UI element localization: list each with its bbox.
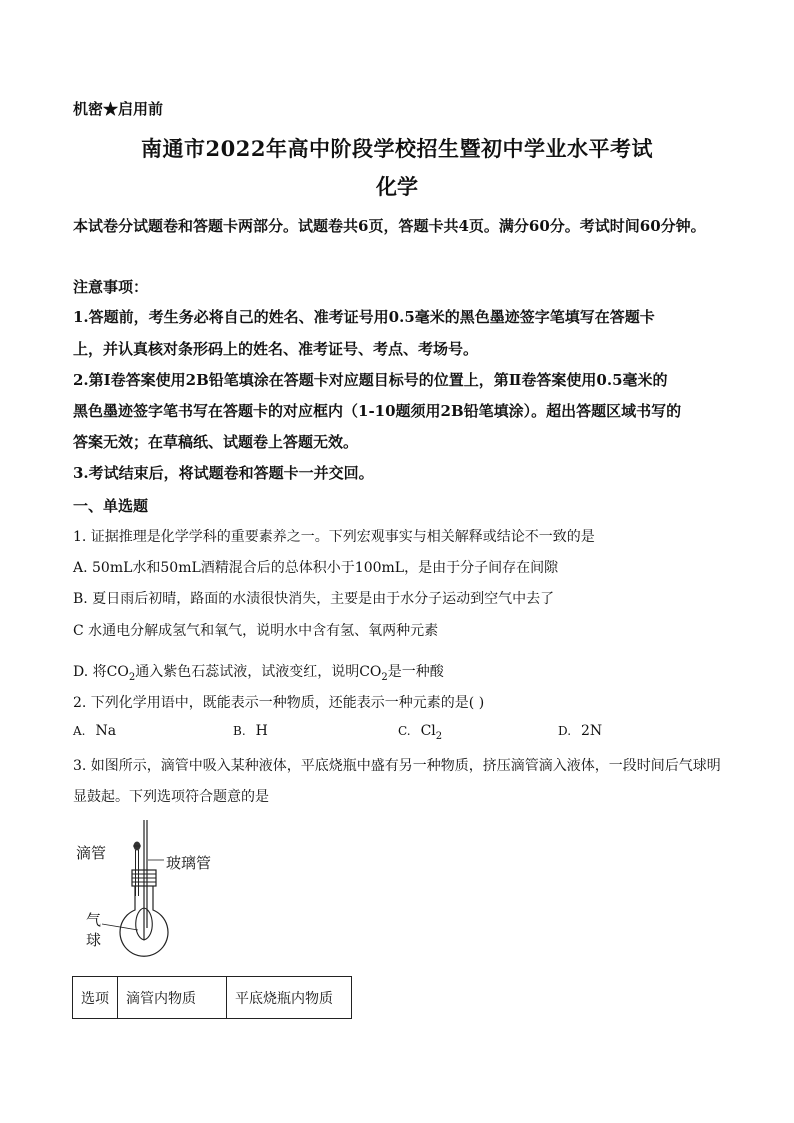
q2-stem: 2. 下列化学用语中，既能表示一种物质，还能表示一种元素的是( ) [73,695,485,711]
glass-tube-label: 玻璃管 [166,854,212,872]
q2-option-d [558,723,602,739]
q1-stem: 1. 证据推理是化学学科的重要素养之一。下列宏观事实与相关解释或结论不一致的是 [73,529,595,545]
option-sub: 2 [435,730,443,742]
option-letter: B. [233,724,246,738]
flask-apparatus-diagram [100,818,190,968]
q1-option-b: B. 夏日雨后初晴，路面的水渍很快消失，主要是由于水分子运动到空气中去了 [73,591,555,607]
note-line: 答案无效；在草稿纸、试题卷上答题无效。 [73,433,359,451]
balloon-label: 气 [86,911,102,929]
q2-option-c [398,723,442,742]
option-text: H [255,723,268,739]
section-heading: 一、单选题 [73,497,149,515]
q1-d-text: D. 将CO [73,664,129,680]
q3-stem: 3. 如图所示，滴管中吸入某种液体，平底烧瓶中盛有另一种物质，挤压滴管滴入液体，一段时间后气球明 [73,758,721,774]
option-letter: C. [398,724,411,738]
q1-d-text: 是一种酸 [387,664,444,680]
balloon-label: 球 [86,931,102,949]
note-line: 1.答题前，考生务必将自己的姓名、准考证号用0.5毫米的黑色墨迹签字笔填写在答题卡 [73,308,655,326]
q1-option-a: A. 50mL水和50mL酒精混合后的总体积小于100mL，是由于分子间存在间隙 [73,560,559,576]
q3-options-table [72,976,352,1019]
option-letter: D. [558,724,572,738]
note-line: 上，并认真核对条形码上的姓名、准考证号、考点、考场号。 [73,340,479,358]
note-line: 3.考试结束后，将试题卷和答题卡一并交回。 [73,464,374,482]
q1-d-text: 通入紫色石蕊试液，试液变红，说明CO [135,664,382,680]
note-line: 2.第Ⅰ卷答案使用2B铅笔填涂在答题卡对应题目标号的位置上，第Ⅱ卷答案使用0.5毫米的 [73,371,668,389]
intro-paragraph: 本试卷分试题卷和答题卡两部分。试题卷共6页，答题卡共4页。满分60分。考试时间60分钟。 [73,217,706,235]
option-text: Cl [420,723,436,739]
dropper-label: 滴管 [76,844,107,862]
subject-title: 化学 [376,174,418,199]
q2-option-b [233,723,268,739]
table-header-cell: 平底烧瓶内物质 [227,977,352,1019]
note-line: 黑色墨迹签字笔书写在答题卡的对应框内（1-10题须用2B铅笔填涂）。超出答题区域书写的 [73,402,682,420]
table-row [73,977,352,1019]
q1-d-sub: 2 [381,671,388,683]
q1-option-d [73,661,444,683]
confidential-label: 机密★启用前 [73,100,164,118]
option-text: 2N [581,723,603,739]
option-letter: A. [73,724,86,738]
notes-heading: 注意事项： [73,278,149,296]
exam-title: 南通市2022年高中阶段学校招生暨初中学业水平考试 [141,136,653,161]
q1-d-sub: 2 [128,671,136,683]
option-text: Na [95,723,117,739]
q2-option-a [73,723,116,739]
q1-option-c: C 水通电分解成氢气和氧气，说明水中含有氢、氧两种元素 [73,623,439,639]
table-header-cell: 选项 [73,977,118,1019]
table-header-cell: 滴管内物质 [118,977,227,1019]
q3-stem: 显鼓起。下列选项符合题意的是 [73,789,269,805]
